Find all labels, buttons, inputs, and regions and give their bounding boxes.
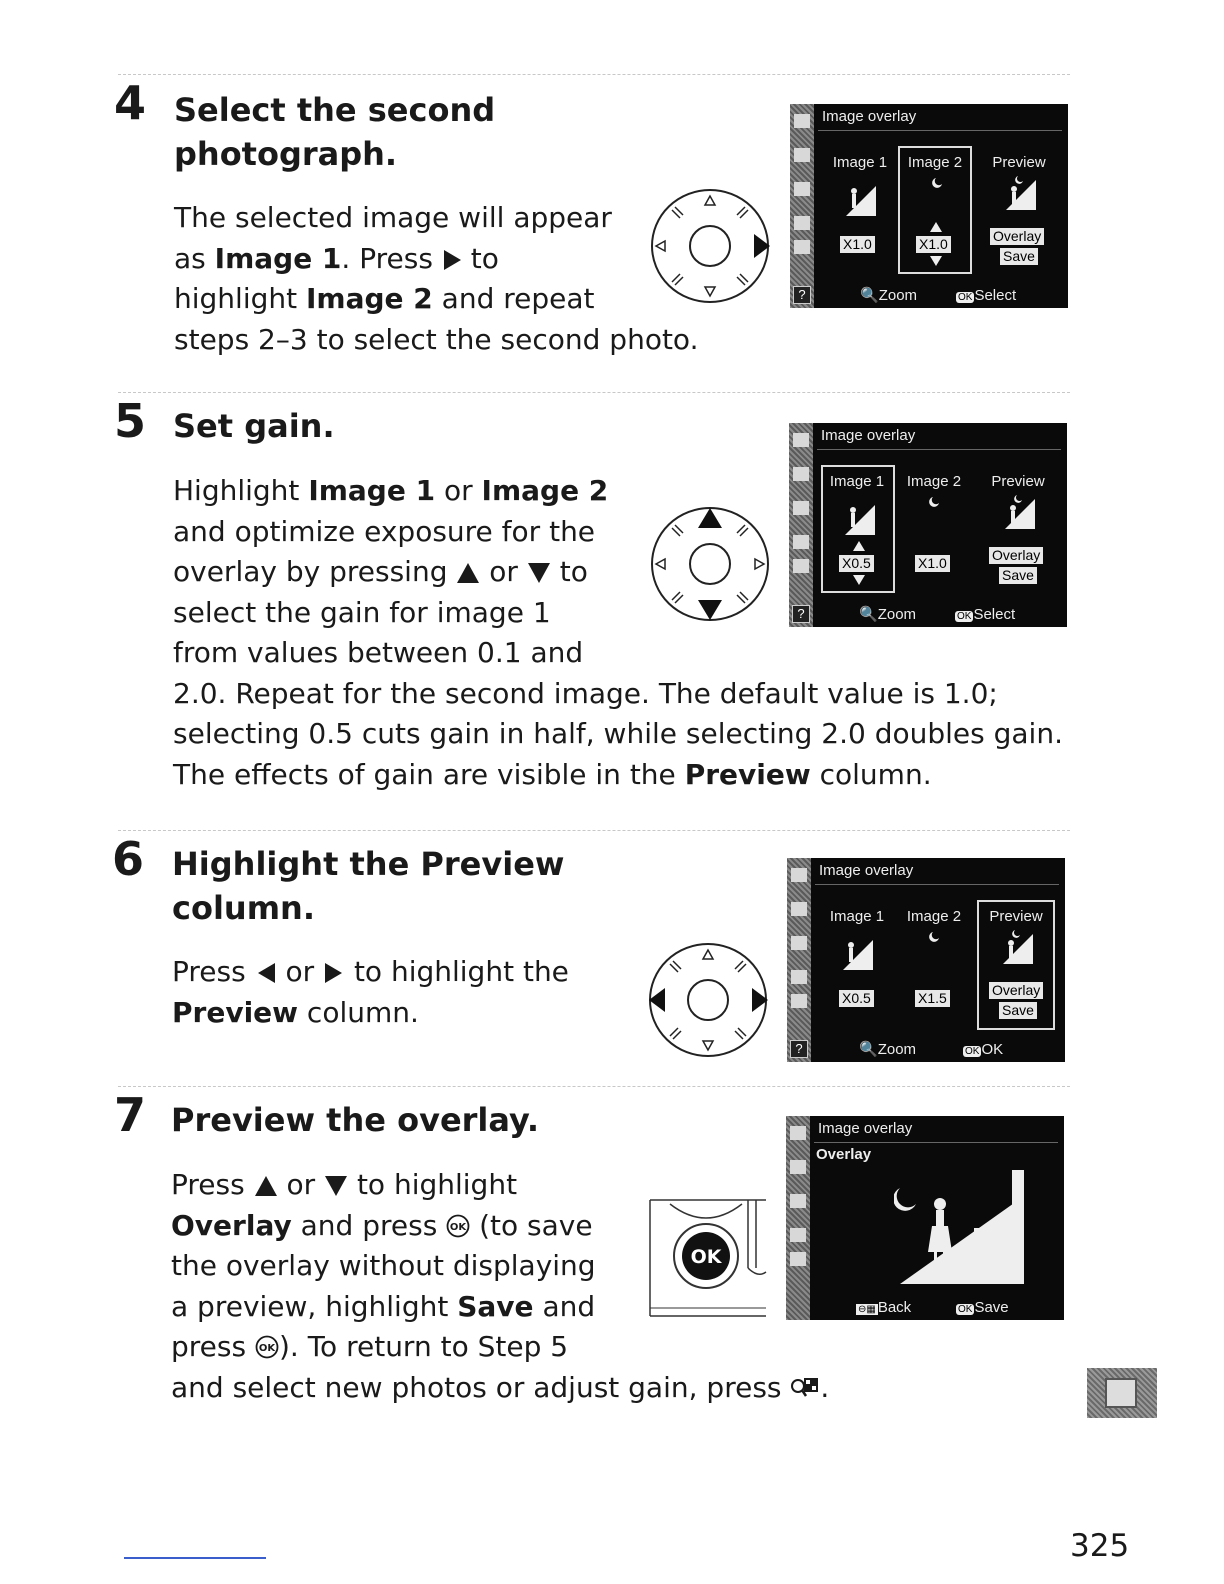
up-arrow-icon	[254, 1175, 278, 1197]
select-hint: OK Select	[958, 287, 1017, 304]
select-hint: OK Select	[957, 606, 1016, 623]
separator	[118, 830, 1070, 831]
body-line: from values between 0.1 and	[173, 636, 584, 669]
ok-icon: OK	[965, 1046, 980, 1057]
moon-thumbnail-icon	[922, 174, 952, 212]
separator	[118, 74, 1070, 75]
zoom-hint: 🔍Zoom	[860, 287, 918, 304]
up-arrow-icon	[930, 222, 942, 232]
step-title-line: Select the second	[174, 91, 496, 129]
save-hint: OK Save	[958, 1299, 1009, 1316]
up-arrow-icon	[853, 541, 865, 551]
screen-title: Image overlay	[822, 108, 917, 125]
save-button[interactable]: Save	[1000, 248, 1038, 265]
screen-title: Image overlay	[819, 862, 914, 879]
step-title-line: Set gain.	[173, 407, 335, 445]
image-overlay-screen	[790, 104, 1068, 308]
preview-thumbnail-icon	[1003, 928, 1033, 966]
zoom-hint: 🔍Zoom	[859, 606, 917, 623]
body-line: Press or to highlight	[171, 1168, 518, 1201]
ok-button-icon	[446, 1214, 470, 1238]
column-image1: Image 1	[829, 908, 885, 925]
back-hint: ⊖▦ Back	[858, 1299, 912, 1316]
step-title	[174, 88, 495, 176]
overlay-button[interactable]: Overlay	[990, 228, 1044, 245]
step-title	[172, 842, 564, 930]
image-overlay-screen	[787, 858, 1065, 1062]
multi-selector-right-icon	[648, 186, 774, 306]
gain-value-image1: X0.5	[839, 555, 874, 572]
overlay-button[interactable]: Overlay	[989, 547, 1043, 564]
body-line: and optimize exposure for the	[173, 514, 596, 548]
zoom-out-icon: ⊖▦	[858, 1304, 876, 1315]
ok-icon: OK	[958, 1304, 973, 1315]
ok-button-icon	[255, 1335, 279, 1359]
help-icon: ?	[792, 605, 810, 623]
zoom-out-thumbnail-icon	[790, 1376, 820, 1400]
preview-thumbnail-icon	[1006, 174, 1036, 212]
column-preview: Preview	[989, 908, 1043, 925]
column-image2: Image 2	[906, 473, 962, 490]
body-line: Preview column.	[172, 995, 419, 1029]
zoom-icon: 🔍	[859, 606, 878, 623]
separator	[118, 392, 1070, 393]
down-arrow-icon	[324, 1175, 348, 1197]
gain-value-image2: X1.0	[915, 555, 950, 572]
menu-tabs	[790, 104, 814, 308]
overlay-button[interactable]: Overlay	[989, 982, 1043, 999]
body-line: 2.0. Repeat for the second image. The default value is 1.0;	[173, 676, 998, 710]
menu-tabs	[787, 858, 811, 1062]
ok-button-illustration	[648, 1198, 768, 1318]
gain-value-image2: X1.5	[915, 990, 950, 1007]
step-number: 5	[114, 394, 147, 448]
step-title	[173, 404, 335, 448]
step-title-line: Preview the overlay.	[171, 1101, 540, 1139]
left-arrow-icon	[255, 962, 277, 984]
column-image1: Image 1	[832, 154, 888, 171]
column-preview: Preview	[992, 154, 1046, 171]
body-line: press OK ). To return to Step 5	[171, 1330, 569, 1363]
footer-rule	[124, 1557, 266, 1559]
ok-icon: OK	[957, 611, 972, 622]
down-arrow-icon	[930, 256, 942, 266]
overlay-heading: Overlay	[816, 1146, 872, 1163]
step-body	[174, 198, 698, 360]
page-number: 325	[1070, 1528, 1130, 1564]
photo-thumbnail-icon	[846, 180, 876, 218]
ok-icon: OK	[958, 292, 973, 303]
column-image2: Image 2	[906, 908, 962, 925]
body-line: select the gain for image 1	[173, 595, 551, 629]
zoom-icon: 🔍	[860, 287, 879, 304]
ok-button-graphic	[648, 1198, 768, 1318]
multi-selector-up-down-icon	[648, 504, 774, 624]
step-title-line: photograph.	[174, 135, 398, 173]
body-line: steps 2–3 to select the second photo.	[174, 322, 699, 356]
ok-hint: OK OK	[965, 1041, 1004, 1058]
step-title-line: Highlight the Preview	[172, 845, 565, 883]
body-line: highlight Image 2 and repeat	[174, 282, 595, 315]
body-line: Overlay and press OK (to save	[171, 1208, 593, 1242]
svg-text:OK: OK	[450, 1221, 467, 1233]
help-icon: ?	[790, 1040, 808, 1058]
gain-value-image1: X0.5	[839, 990, 874, 1007]
multi-selector-left-right-icon	[646, 940, 772, 1060]
right-arrow-icon	[442, 249, 462, 271]
photo-thumbnail-icon	[845, 499, 875, 537]
separator	[118, 1086, 1070, 1087]
overlay-result-image	[894, 1166, 1034, 1286]
step-body	[172, 952, 569, 1033]
zoom-hint: 🔍Zoom	[859, 1041, 917, 1058]
gain-value-image2: X1.0	[916, 236, 951, 253]
body-line: as Image 1. Press to	[174, 241, 499, 275]
screen-title: Image overlay	[821, 427, 916, 444]
column-image1: Image 1	[829, 473, 885, 490]
save-button[interactable]: Save	[999, 567, 1037, 584]
photo-thumbnail-icon	[843, 934, 873, 972]
step-title	[171, 1098, 539, 1142]
overlay-preview-screen	[786, 1116, 1064, 1320]
moon-thumbnail-icon	[919, 493, 949, 531]
step-title-line: column.	[172, 889, 315, 927]
help-icon: ?	[793, 286, 811, 304]
preview-thumbnail-icon	[1005, 493, 1035, 531]
body-line: The selected image will appear	[174, 201, 612, 234]
body-line: overlay by pressing or to	[173, 555, 588, 588]
body-line: and select new photos or adjust gain, press .	[171, 1370, 830, 1404]
column-preview: Preview	[991, 473, 1045, 490]
down-arrow-icon	[853, 575, 865, 585]
down-arrow-icon	[527, 562, 551, 584]
menu-tabs	[786, 1116, 810, 1320]
zoom-icon: 🔍	[859, 1041, 878, 1058]
step-number: 6	[112, 832, 145, 886]
body-line: selecting 0.5 cuts gain in half, while selecting 2.0 doubles gain.	[173, 717, 1063, 750]
svg-text:OK: OK	[258, 1343, 276, 1354]
up-arrow-icon	[456, 562, 480, 584]
step-number: 4	[114, 76, 147, 130]
moon-thumbnail-icon	[919, 928, 949, 966]
body-line: The effects of gain are visible in the Preview column.	[173, 757, 932, 791]
image-overlay-screen	[789, 423, 1067, 627]
gain-value-image1: X1.0	[840, 236, 875, 253]
menu-section-tab-icon	[1087, 1368, 1157, 1418]
ok-label: OK	[690, 1246, 722, 1268]
save-button[interactable]: Save	[999, 1002, 1037, 1019]
body-line: Press or to highlight the	[172, 955, 569, 988]
body-line: a preview, highlight Save and	[171, 1289, 596, 1323]
body-line: the overlay without displaying	[171, 1249, 596, 1282]
step-number: 7	[114, 1088, 147, 1142]
screen-title: Image overlay	[818, 1120, 913, 1137]
menu-tabs	[789, 423, 813, 627]
right-arrow-icon	[323, 962, 345, 984]
column-image2: Image 2	[907, 154, 963, 171]
body-line: Highlight Image 1 or Image 2	[173, 474, 609, 507]
